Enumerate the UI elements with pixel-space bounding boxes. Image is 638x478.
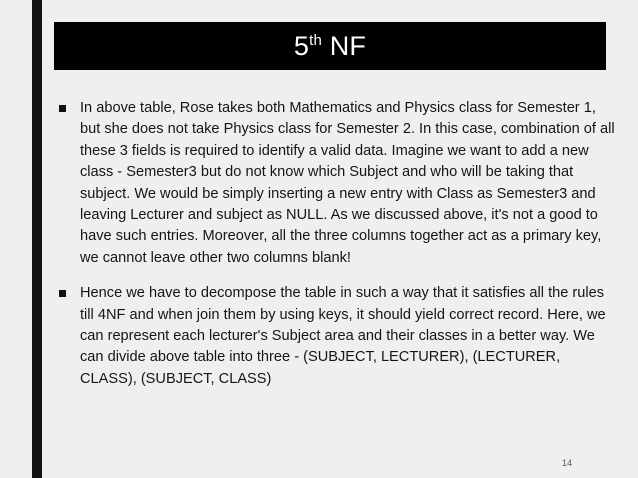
bullet-item bbox=[56, 98, 616, 269]
slide-title bbox=[293, 30, 367, 61]
square-bullet-icon bbox=[59, 290, 66, 297]
left-accent-bar bbox=[32, 0, 42, 478]
title-main: 5 bbox=[293, 30, 310, 61]
title-band bbox=[54, 22, 606, 70]
title-suffix: NF bbox=[322, 30, 367, 61]
square-bullet-icon bbox=[59, 105, 66, 112]
slide-content bbox=[56, 98, 616, 404]
page-number: 14 bbox=[562, 458, 573, 468]
bullet-item bbox=[56, 283, 616, 390]
bullet-text: Hence we have to decompose the table in such a way that it satisfies all the rules till 4NF and when join them by using keys, it should yield correct record. Here, we can represent each lecturer's Subject area and their classes in a better way. We can divide above table into three - (SUBJECT, LECTURER), (LECTURER, CLASS), (SUBJECT, CLASS) bbox=[80, 285, 606, 387]
bullet-text: In above table, Rose takes both Mathematics and Physics class for Semester 1, but she does not take Physics class for Semester 2. In this case, combination of all these 3 fields is required to identify a valid data. Imagine we want to add a new class - Semester3 but do not know which Subject and who will be taking that subject. We would be simply inserting a new entry with Class as Semester3 and leaving Lecturer and subject as NULL. As we discussed above, it's not a good to have such entries. Moreover, all the three columns together act as a primary key, we cannot leave other two columns blank! bbox=[80, 100, 615, 266]
title-superscript: th bbox=[309, 31, 323, 49]
